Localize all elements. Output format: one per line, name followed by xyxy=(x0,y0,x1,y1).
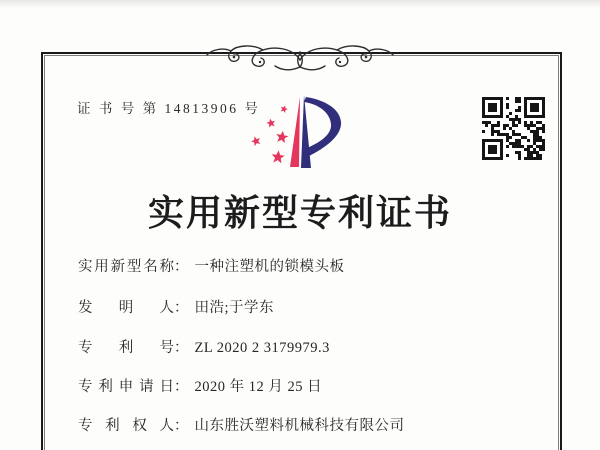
field-colon: ： xyxy=(174,379,189,395)
certificate-number: 证 书 号 第 14813906 号 xyxy=(77,101,261,116)
field-value: 一种注塑机的锁模头板 xyxy=(194,259,345,275)
field-patentee xyxy=(78,414,405,435)
qr-code-canvas xyxy=(482,97,545,160)
field-colon: ： xyxy=(174,340,189,356)
qr-code xyxy=(482,97,546,161)
field-label: 专利申请日 xyxy=(78,379,174,395)
field-colon: ： xyxy=(174,259,189,275)
field-value: 山东胜沃塑料机械科技有限公司 xyxy=(194,418,405,434)
scroll-flourish-ornament xyxy=(203,42,397,74)
field-label: 专利号 xyxy=(78,340,174,356)
certificate-title: 实用新型专利证书 xyxy=(147,193,452,233)
field-colon: ： xyxy=(174,418,189,434)
field-inventors xyxy=(78,296,274,317)
field-label: 发明人 xyxy=(78,300,174,316)
field-value: ZL 2020 2 3179979.3 xyxy=(194,340,330,356)
field-value: 2020 年 12 月 25 日 xyxy=(194,379,323,395)
field-utility-model-name xyxy=(78,255,345,276)
cnipa-patent-logo-icon xyxy=(247,94,347,178)
field-colon: ： xyxy=(174,300,189,316)
photo-edge-shadow xyxy=(0,0,600,8)
field-value: 田浩;于学东 xyxy=(194,300,275,316)
field-label: 专利权人 xyxy=(78,418,174,434)
field-label: 实用新型名称 xyxy=(78,259,174,275)
field-application-date xyxy=(78,375,322,396)
field-patent-number xyxy=(78,336,330,357)
